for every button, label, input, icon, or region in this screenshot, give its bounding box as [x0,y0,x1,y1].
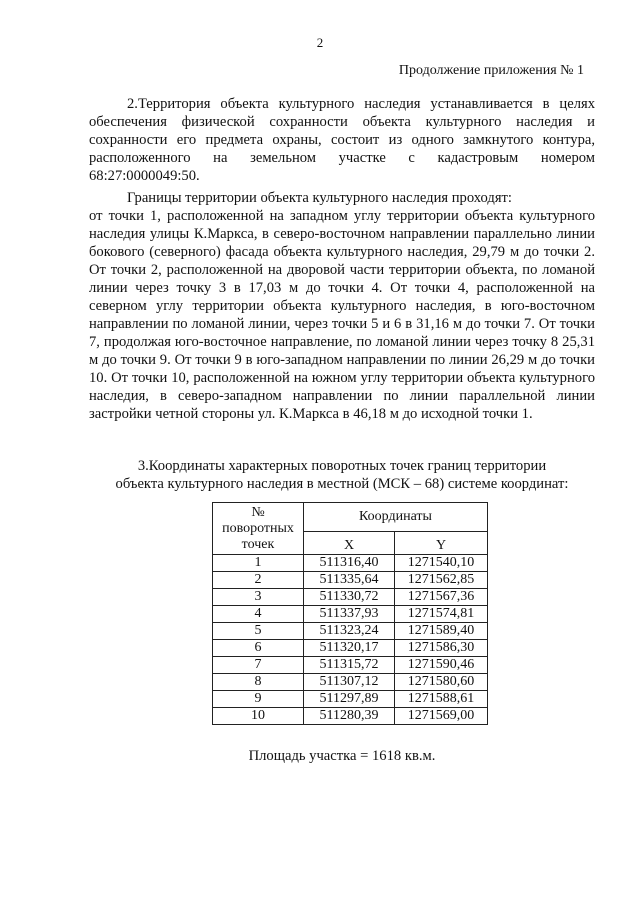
cell-point: 6 [213,640,304,657]
table-row [213,606,488,623]
section3-title [89,457,595,493]
table-row [213,589,488,606]
header-no-word2: точек [241,536,275,552]
header-y: Y [395,532,488,555]
cell-y: 1271580,60 [395,674,488,691]
continuation-label: Продолжение приложения № 1 [398,63,584,78]
header-point-number [213,503,304,555]
table-row [213,623,488,640]
section2-paragraph: 2.Территория объекта культурного наследия устанавливается в целях обеспечения физической сохранности объекта культурного наследия и сохранности его предмета охраны, состоит из одного замкнутого контура, расположенного на земельном участке с кадастровым номером 68:27:0000049:50. [89,96,595,184]
table-row [213,691,488,708]
cell-x: 511335,64 [304,572,395,589]
table-row [213,674,488,691]
cell-x: 511307,12 [304,674,395,691]
cell-x: 511337,93 [304,606,395,623]
header-no-word1: поворотных [222,520,294,536]
header-no-symbol: № [251,504,265,520]
cell-point: 2 [213,572,304,589]
cell-point: 10 [213,708,304,725]
area-summary: Площадь участка = 1618 кв.м. [248,748,436,764]
cell-y: 1271540,10 [395,555,488,572]
table-row [213,555,488,572]
cell-y: 1271590,46 [395,657,488,674]
cell-x: 511330,72 [304,589,395,606]
cell-y: 1271574,81 [395,606,488,623]
coordinates-table [212,502,488,725]
cell-point: 4 [213,606,304,623]
document-body [89,95,595,765]
page-number: 2 [316,35,324,50]
cell-point: 8 [213,674,304,691]
cell-point: 1 [213,555,304,572]
table-row [213,572,488,589]
cell-y: 1271569,00 [395,708,488,725]
cell-x: 511280,39 [304,708,395,725]
cell-y: 1271586,30 [395,640,488,657]
cell-y: 1271567,36 [395,589,488,606]
table-row [213,640,488,657]
header-coordinates: Координаты [304,503,488,532]
section3-title-line1: 3.Координаты характерных поворотных точек границ территории [137,458,547,474]
header-x: X [304,532,395,555]
cell-x: 511316,40 [304,555,395,572]
cell-y: 1271588,61 [395,691,488,708]
cell-point: 3 [213,589,304,606]
table-row [213,708,488,725]
boundaries-intro: Границы территории объекта культурного наследия проходят: [127,190,512,206]
cell-y: 1271589,40 [395,623,488,640]
cell-x: 511320,17 [304,640,395,657]
section3-title-line2: объекта культурного наследия в местной (МСК – 68) системе координат: [115,476,569,492]
cell-point: 9 [213,691,304,708]
boundaries-description: от точки 1, расположенной на западном углу территории объекта культурного наследия улицы К.Маркса, в северо-восточном направлении параллельно линии бокового (северного) фасада объекта культурного наследия, 29,79 м до точки 2. От точки 2, расположенной на дворовой части территории объекта, по ломаной линии через точку 3 в 17,03 м до точки 4. От точки 4, расположенной на северном углу территории объекта культурного наследия, в юго-восточном направлении по ломаной линии, через точки 5 и 6 в 31,16 м до точки 7. От точки 7, продолжая юго-восточное направление, по ломаной линии через точку 8 25,31 м до точки 9. От точки 9 в юго-западном направлении по линии 26,29 м до точки 10. От точки 10, расположенной на южном углу территории объекта культурного наследия, в северо-западном направлении по линии параллельной линии застройки четной стороны ул. К.Маркса в 46,18 м до исходной точки 1. [89,208,595,422]
cell-point: 7 [213,657,304,674]
cell-point: 5 [213,623,304,640]
cell-y: 1271562,85 [395,572,488,589]
cell-x: 511323,24 [304,623,395,640]
cell-x: 511297,89 [304,691,395,708]
cell-x: 511315,72 [304,657,395,674]
table-row [213,657,488,674]
